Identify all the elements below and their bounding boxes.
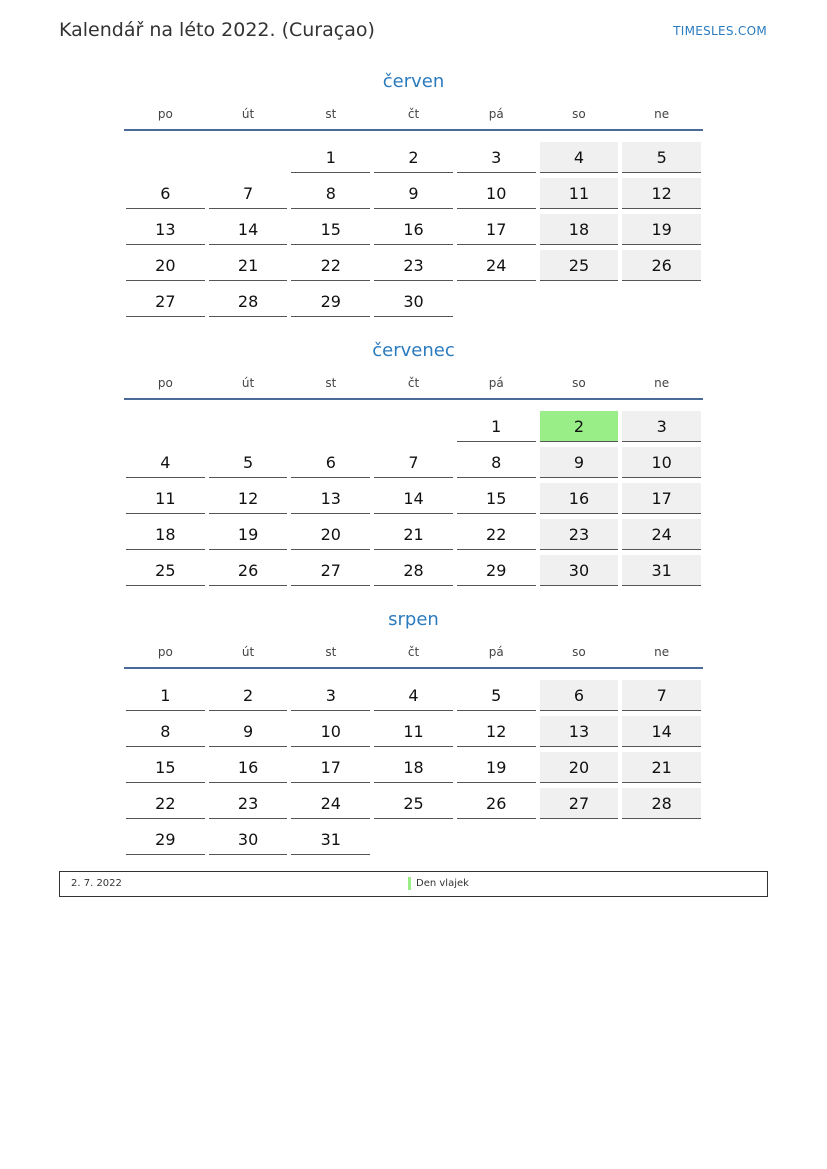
weekday-label: st [325,376,337,390]
day-cell[interactable]: 25 [374,788,453,819]
day-cell[interactable]: 22 [457,519,536,550]
day-cell[interactable]: 8 [457,447,536,478]
month-title: červenec [372,340,455,361]
weekday-label: po [157,376,173,390]
weekday-label: st [325,107,337,121]
day-cell[interactable]: 4 [374,680,453,711]
day-cell[interactable]: 6 [540,680,619,711]
empty-day [374,411,453,442]
day-cell[interactable]: 14 [374,483,453,514]
day-cell[interactable]: 9 [209,716,288,747]
week-row [124,245,703,281]
day-grid [124,669,703,855]
month-title: srpen [388,609,439,630]
day-cell[interactable]: 16 [374,214,453,245]
day-cell[interactable]: 12 [457,716,536,747]
weekday-header [124,106,703,131]
empty-day [291,411,370,442]
week-row [124,137,703,173]
weekday-label: po [157,107,173,121]
week-row [124,675,703,711]
month-block [124,70,703,317]
day-cell[interactable]: 12 [622,178,701,209]
day-cell[interactable]: 5 [209,447,288,478]
day-grid [124,131,703,317]
day-cell[interactable]: 14 [622,716,701,747]
weekday-label: út [241,107,255,121]
weekday-label: ne [654,107,670,121]
day-cell[interactable]: 24 [291,788,370,819]
day-cell[interactable]: 30 [374,286,453,317]
weekday-header [124,644,703,669]
week-row [124,514,703,550]
day-cell[interactable]: 31 [291,824,370,855]
day-cell[interactable]: 16 [540,483,619,514]
month-block [124,339,703,586]
legend-color-swatch [408,877,411,890]
day-cell[interactable]: 19 [457,752,536,783]
holiday-legend [59,871,768,897]
day-cell[interactable]: 23 [374,250,453,281]
day-cell[interactable]: 23 [540,519,619,550]
empty-day [457,824,536,855]
weekday-label: ne [654,376,670,390]
day-cell[interactable]: 7 [209,178,288,209]
day-cell[interactable]: 22 [291,250,370,281]
day-cell[interactable]: 24 [622,519,701,550]
day-cell[interactable]: 27 [291,555,370,586]
day-cell[interactable]: 5 [622,142,701,173]
day-cell[interactable]: 11 [374,716,453,747]
day-cell[interactable]: 20 [540,752,619,783]
day-cell[interactable]: 9 [374,178,453,209]
weekday-label: po [157,645,173,659]
day-cell[interactable]: 28 [374,555,453,586]
week-row [124,442,703,478]
day-cell[interactable]: 24 [457,250,536,281]
weekday-header [124,375,703,400]
day-cell[interactable]: 13 [126,214,205,245]
day-cell[interactable]: 14 [209,214,288,245]
weekday-label: pá [488,107,504,121]
weekday-label: út [241,376,255,390]
day-cell[interactable]: 22 [126,788,205,819]
day-cell[interactable]: 26 [209,555,288,586]
day-cell[interactable]: 27 [540,788,619,819]
day-cell[interactable]: 17 [291,752,370,783]
weekday-label: čt [407,107,420,121]
day-cell[interactable]: 29 [457,555,536,586]
day-cell[interactable]: 29 [126,824,205,855]
weekday-label: so [572,107,586,121]
weekday-label: ne [654,645,670,659]
week-row [124,711,703,747]
empty-day [540,824,619,855]
day-cell[interactable]: 1 [457,411,536,442]
day-cell[interactable]: 3 [291,680,370,711]
empty-day [126,411,205,442]
empty-day [209,142,288,173]
day-cell[interactable]: 9 [540,447,619,478]
day-cell[interactable]: 25 [126,555,205,586]
day-cell[interactable]: 15 [457,483,536,514]
day-cell[interactable]: 3 [457,142,536,173]
empty-day [126,142,205,173]
day-cell[interactable]: 28 [622,788,701,819]
empty-day [374,824,453,855]
day-cell[interactable]: 26 [622,250,701,281]
day-cell[interactable]: 21 [374,519,453,550]
day-cell[interactable]: 8 [291,178,370,209]
day-cell[interactable]: 18 [540,214,619,245]
weekday-label: pá [488,376,504,390]
day-cell[interactable]: 2 [374,142,453,173]
day-cell[interactable]: 19 [622,214,701,245]
day-cell[interactable]: 3 [622,411,701,442]
day-cell[interactable]: 6 [126,178,205,209]
day-grid [124,400,703,586]
day-cell[interactable]: 13 [540,716,619,747]
legend-holiday-name: Den vlajek [416,878,469,889]
week-row [124,406,703,442]
day-cell[interactable]: 20 [291,519,370,550]
week-row [124,281,703,317]
day-cell[interactable]: 27 [126,286,205,317]
day-cell[interactable]: 25 [540,250,619,281]
empty-day [457,286,536,317]
weekday-label: so [572,376,586,390]
weekday-label: st [325,645,337,659]
day-cell[interactable]: 11 [126,483,205,514]
week-row [124,478,703,514]
day-cell[interactable]: 10 [291,716,370,747]
month-title: červen [382,71,445,92]
brand-link[interactable]: TIMESLES.COM [673,24,767,38]
day-cell[interactable]: 8 [126,716,205,747]
weekday-label: út [241,645,255,659]
day-cell[interactable]: 10 [622,447,701,478]
week-row [124,173,703,209]
day-cell[interactable]: 30 [540,555,619,586]
weekday-label: so [572,645,586,659]
day-cell[interactable]: 2 [209,680,288,711]
day-cell[interactable]: 4 [126,447,205,478]
weekday-label: čt [407,376,420,390]
day-cell[interactable]: 30 [209,824,288,855]
day-cell[interactable]: 21 [209,250,288,281]
day-cell[interactable]: 5 [457,680,536,711]
day-cell[interactable]: 13 [291,483,370,514]
day-cell[interactable]: 15 [126,752,205,783]
empty-day [622,824,701,855]
month-block [124,608,703,855]
day-cell[interactable]: 7 [374,447,453,478]
day-cell[interactable]: 26 [457,788,536,819]
day-cell[interactable]: 20 [126,250,205,281]
day-cell[interactable]: 17 [622,483,701,514]
week-row [124,783,703,819]
day-cell[interactable]: 10 [457,178,536,209]
day-cell[interactable]: 12 [209,483,288,514]
page-title: Kalendář na léto 2022. (Curaçao) [59,19,375,41]
day-cell[interactable]: 1 [126,680,205,711]
day-cell[interactable]: 18 [126,519,205,550]
day-cell[interactable]: 29 [291,286,370,317]
week-row [124,209,703,245]
day-cell[interactable]: 11 [540,178,619,209]
holiday-day-cell[interactable]: 2 [540,411,619,442]
week-row [124,819,703,855]
day-cell[interactable]: 31 [622,555,701,586]
empty-day [540,286,619,317]
day-cell[interactable]: 1 [291,142,370,173]
empty-day [209,411,288,442]
day-cell[interactable]: 4 [540,142,619,173]
week-row [124,747,703,783]
day-cell[interactable]: 17 [457,214,536,245]
day-cell[interactable]: 6 [291,447,370,478]
day-cell[interactable]: 28 [209,286,288,317]
day-cell[interactable]: 16 [209,752,288,783]
weekday-label: pá [488,645,504,659]
day-cell[interactable]: 19 [209,519,288,550]
day-cell[interactable]: 15 [291,214,370,245]
day-cell[interactable]: 7 [622,680,701,711]
week-row [124,550,703,586]
day-cell[interactable]: 23 [209,788,288,819]
day-cell[interactable]: 18 [374,752,453,783]
weekday-label: čt [407,645,420,659]
legend-date: 2. 7. 2022 [71,878,122,889]
day-cell[interactable]: 21 [622,752,701,783]
empty-day [622,286,701,317]
